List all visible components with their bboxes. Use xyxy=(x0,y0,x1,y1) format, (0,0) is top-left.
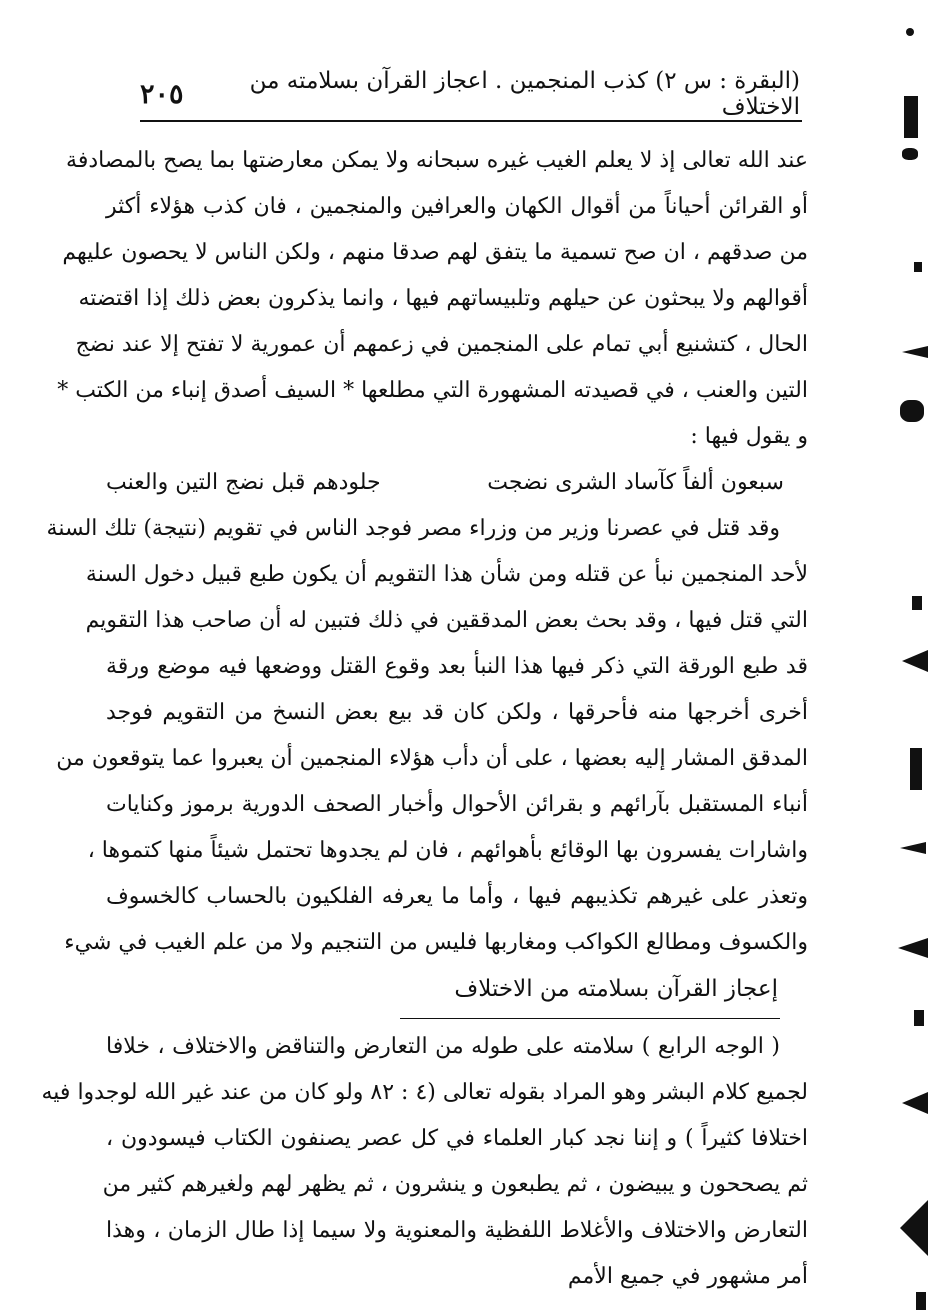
text-line: التي قتل فيها ، وقد بحث بعض المدققين في ذلك فتبين له أن صاحب هذا التقويم xyxy=(85,608,808,633)
poem-verse xyxy=(106,460,808,506)
section-rule xyxy=(400,1018,780,1019)
text-line: اختلافا كثيراً ) و إننا نجد كبار العلماء في كل عصر يصنفون الكتاب فيسودون ، xyxy=(106,1126,808,1151)
text-line: عند الله تعالى إذ لا يعلم الغيب غيره سبحانه ولا يمكن معارضتها بما يصح بالمصادفة xyxy=(66,148,808,173)
section-heading: إعجاز القرآن بسلامته من الاختلاف xyxy=(454,976,778,1002)
scan-mark xyxy=(916,1292,926,1310)
text-line: الحال ، كتشنيع أبي تمام على المنجمين في زعمهم أن عمورية لا تفتح إلا عند نضج xyxy=(75,332,808,357)
text-line: أنباء المستقبل بآرائهم و بقرائن الأحوال وأخبار الصحف الدورية برموز وكنايات xyxy=(106,792,808,817)
scan-mark xyxy=(902,346,928,358)
section-text xyxy=(41,1024,808,1300)
scan-mark xyxy=(912,596,922,610)
scan-mark xyxy=(900,842,926,854)
text-line: التين والعنب ، في قصيدته المشهورة التي مطلعها * السيف أصدق إنباء من الكتب * xyxy=(57,378,808,403)
scan-mark xyxy=(914,1010,924,1026)
text-line: المدقق المشار إليه بعضها ، على أن دأب هؤلاء المنجمين أن يعبروا عما يتوقعون من xyxy=(56,746,808,771)
scan-mark xyxy=(902,650,928,672)
scan-mark xyxy=(904,96,918,138)
scan-mark xyxy=(900,400,924,422)
scan-mark xyxy=(900,1200,928,1256)
scan-mark xyxy=(902,148,918,160)
running-title: (البقرة : س ٢) كذب المنجمين . اعجاز القرآن بسلامته من الاختلاف xyxy=(249,68,800,120)
text-line: التعارض والاختلاف والأغلاط اللفظية والمعنوية ولا سيما إذا طال الزمان ، وهذا xyxy=(106,1218,808,1243)
page-number: ٢٠٥ xyxy=(140,78,184,110)
text-line: وتعذر على غيرهم تكذيبهم فيها ، وأما ما يعرفه الفلكيون بالحساب كالخسوف xyxy=(106,884,808,909)
verse-first-half: سبعون ألفاً كآساد الشرى نضجت xyxy=(487,470,784,495)
verse-second-half: جلودهم قبل نضج التين والعنب xyxy=(106,470,381,495)
text-line: أخرى أخرجها منه فأحرقها ، ولكن كان قد بيع بعض النسخ من التقويم فوجد xyxy=(106,700,808,725)
text-line: قد طبع الورقة التي ذكر فيها هذا النبأ بعد وقوع القتل ووضعها فيه موضع ورقة xyxy=(106,654,808,679)
text-line: أمر مشهور في جميع الأمم xyxy=(567,1264,808,1289)
body-text xyxy=(46,138,808,1012)
text-line: من صدقهم ، ان صح تسمية ما يتفق لهم صدقا منهم ، ولكن الناس لا يحصون عليهم xyxy=(62,240,808,265)
text-line: لأحد المنجمين نبأ عن قتله ومن شأن هذا التقويم أن يكون طبع قبيل دخول السنة xyxy=(85,562,808,587)
text-line: ثم يصححون و يبيضون ، ثم يطبعون و ينشرون ، ثم يظهر لهم ولغيرهم كثير من xyxy=(102,1172,808,1197)
scan-mark xyxy=(902,1092,928,1114)
text-line: أقوالهم ولا يبحثون عن حيلهم وتلبيساتهم فيها ، وانما يذكرون بعض ذلك إذا اقتضته xyxy=(78,286,808,311)
scan-mark xyxy=(906,28,914,36)
text-line: واشارات يفسرون بها الوقائع بأهوائهم ، فان لم يجدوها تحتمل شيئاً منها كتموها ، xyxy=(87,838,808,863)
scan-mark xyxy=(910,748,922,790)
text-line: أو القرائن أحياناً من أقوال الكهان والعرافين والمنجمين ، فان كذب هؤلاء أكثر xyxy=(106,194,808,219)
running-head xyxy=(140,68,800,120)
text-line: وقد قتل في عصرنا وزير من وزراء مصر فوجد الناس في تقويم (نتيجة) تلك السنة xyxy=(46,516,780,541)
text-line: و يقول فيها : xyxy=(690,424,808,449)
text-line: ( الوجه الرابع ) سلامته على طوله من التعارض والتناقض والاختلاف ، خلافا xyxy=(106,1034,780,1059)
text-line: والكسوف ومطالع الكواكب ومغاربها فليس من التنجيم ولا من علم الغيب في شيء xyxy=(64,930,808,955)
header-rule xyxy=(140,120,802,122)
scan-mark xyxy=(898,938,928,958)
scan-mark xyxy=(914,262,922,272)
text-line: لجميع كلام البشر وهو المراد بقوله تعالى (٤ : ٨٢ ولو كان من عند غير الله لوجدوا فيه xyxy=(41,1080,808,1105)
